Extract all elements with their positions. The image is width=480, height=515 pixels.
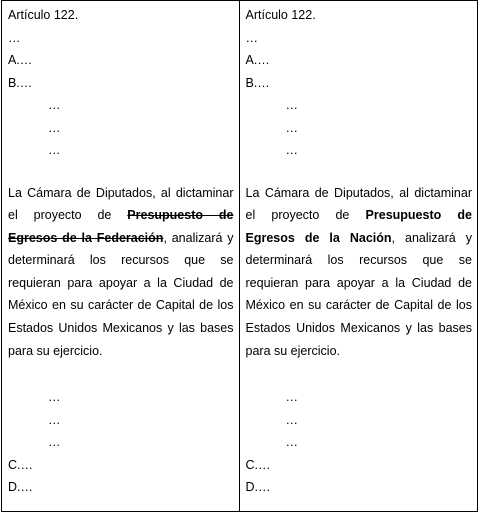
ellipsis: … bbox=[48, 435, 61, 450]
paragraph-text-end: , analizará y determinará los recursos que se requieran para apoyar a la Ciudad de México en su carácter de Capital de los Estados Unidos Mexicanos y las bases para su ejercicio. bbox=[8, 230, 234, 358]
article-heading: Artículo 122. bbox=[8, 8, 79, 22]
comparison-table bbox=[1, 0, 478, 512]
struck-term: Presupuesto de Egresos de la Federación bbox=[8, 208, 234, 245]
item-a: A.… bbox=[245, 53, 270, 67]
ellipsis: … bbox=[48, 412, 61, 427]
item-c: C.… bbox=[245, 457, 271, 472]
article-heading: Artículo 122. bbox=[245, 8, 316, 22]
current-text-column bbox=[2, 1, 240, 511]
item-b: B.… bbox=[8, 75, 33, 90]
article-paragraph bbox=[8, 182, 234, 363]
ellipsis: … bbox=[48, 143, 61, 157]
ellipsis: … bbox=[285, 412, 298, 427]
item-d: D.… bbox=[245, 480, 271, 495]
bold-term: Presupuesto de Egresos de la Nación bbox=[245, 208, 473, 245]
item-d: D.… bbox=[8, 480, 33, 495]
paragraph-text-start: La Cámara de Diputados, al dictaminar el proyecto de bbox=[8, 185, 234, 223]
paragraph-text-start: La Cámara de Diputados, al dictaminar el proyecto de bbox=[245, 185, 472, 223]
ellipsis: … bbox=[48, 98, 61, 112]
ellipsis: … bbox=[285, 120, 298, 135]
ellipsis: … bbox=[245, 30, 258, 45]
item-a: A.… bbox=[8, 53, 33, 67]
item-c: C.… bbox=[8, 457, 33, 472]
item-b: B.… bbox=[245, 75, 270, 90]
ellipsis: … bbox=[285, 435, 298, 450]
ellipsis: … bbox=[285, 143, 298, 157]
ellipsis: … bbox=[8, 30, 21, 45]
ellipsis: … bbox=[285, 390, 298, 405]
article-paragraph bbox=[246, 182, 473, 363]
paragraph-text-end: , analizará y determinará los recursos que se requieran para apoyar a la Ciudad de México en su carácter de Capital de los Estados Unidos Mexicanos y las bases para su ejercicio. bbox=[245, 230, 472, 358]
ellipsis: … bbox=[285, 98, 298, 112]
proposed-text-column bbox=[240, 1, 478, 511]
ellipsis: … bbox=[48, 390, 61, 405]
ellipsis: … bbox=[48, 120, 61, 135]
